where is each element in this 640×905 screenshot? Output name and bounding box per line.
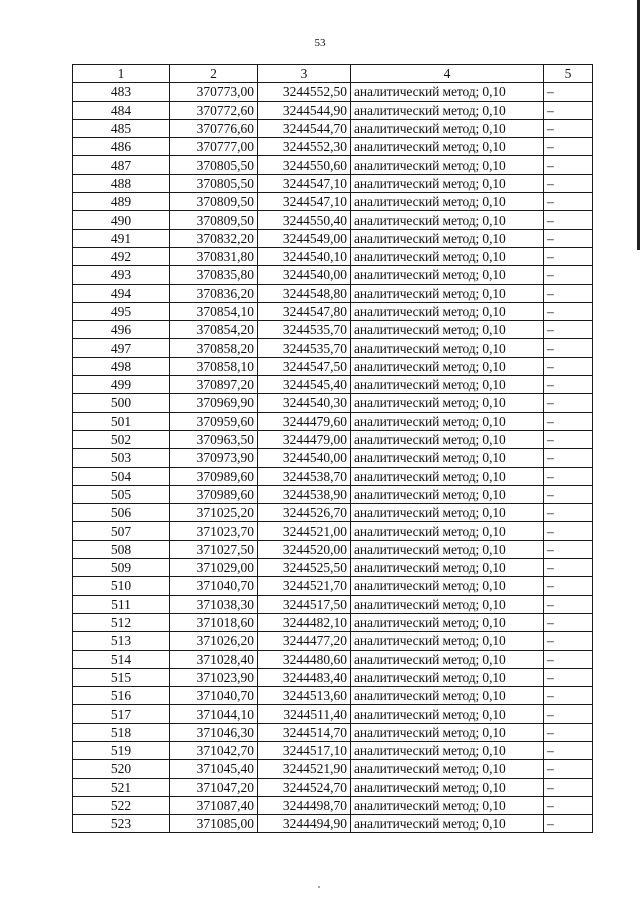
cell-note: – (544, 138, 593, 156)
table-body (73, 83, 593, 833)
cell-y-coordinate: 3244550,40 (258, 211, 351, 229)
cell-x-coordinate: 370973,90 (170, 449, 258, 467)
cell-method: аналитический метод; 0,10 (351, 632, 544, 650)
cell-point-number: 484 (73, 101, 170, 119)
cell-note: – (544, 394, 593, 412)
cell-point-number: 494 (73, 284, 170, 302)
cell-x-coordinate: 370777,00 (170, 138, 258, 156)
cell-point-number: 497 (73, 339, 170, 357)
cell-method: аналитический метод; 0,10 (351, 394, 544, 412)
table-row (73, 174, 593, 192)
cell-y-coordinate: 3244547,80 (258, 302, 351, 320)
cell-x-coordinate: 370809,50 (170, 193, 258, 211)
cell-x-coordinate: 370836,20 (170, 284, 258, 302)
cell-y-coordinate: 3244535,70 (258, 321, 351, 339)
table-row (73, 796, 593, 814)
table-row (73, 119, 593, 137)
cell-y-coordinate: 3244521,70 (258, 577, 351, 595)
cell-point-number: 485 (73, 119, 170, 137)
cell-note: – (544, 174, 593, 192)
table-row (73, 723, 593, 741)
cell-note: – (544, 796, 593, 814)
cell-y-coordinate: 3244540,00 (258, 449, 351, 467)
cell-point-number: 486 (73, 138, 170, 156)
cell-x-coordinate: 371047,20 (170, 778, 258, 796)
cell-method: аналитический метод; 0,10 (351, 430, 544, 448)
cell-point-number: 508 (73, 540, 170, 558)
table-row (73, 595, 593, 613)
cell-point-number: 520 (73, 760, 170, 778)
cell-note: – (544, 467, 593, 485)
table-row (73, 778, 593, 796)
cell-note: – (544, 339, 593, 357)
cell-point-number: 515 (73, 668, 170, 686)
cell-point-number: 490 (73, 211, 170, 229)
cell-y-coordinate: 3244521,00 (258, 522, 351, 540)
cell-method: аналитический метод; 0,10 (351, 321, 544, 339)
cell-x-coordinate: 371046,30 (170, 723, 258, 741)
cell-x-coordinate: 370831,80 (170, 247, 258, 265)
cell-point-number: 517 (73, 705, 170, 723)
cell-method: аналитический метод; 0,10 (351, 339, 544, 357)
cell-x-coordinate: 370969,90 (170, 394, 258, 412)
cell-y-coordinate: 3244547,10 (258, 174, 351, 192)
cell-y-coordinate: 3244513,60 (258, 687, 351, 705)
cell-x-coordinate: 370858,10 (170, 357, 258, 375)
cell-point-number: 496 (73, 321, 170, 339)
cell-y-coordinate: 3244540,10 (258, 247, 351, 265)
cell-x-coordinate: 370805,50 (170, 156, 258, 174)
cell-note: – (544, 156, 593, 174)
cell-method: аналитический метод; 0,10 (351, 668, 544, 686)
cell-point-number: 487 (73, 156, 170, 174)
cell-point-number: 483 (73, 83, 170, 101)
cell-point-number: 501 (73, 412, 170, 430)
cell-y-coordinate: 3244479,60 (258, 412, 351, 430)
cell-note: – (544, 559, 593, 577)
cell-point-number: 511 (73, 595, 170, 613)
cell-note: – (544, 632, 593, 650)
cell-y-coordinate: 3244479,00 (258, 430, 351, 448)
table-row (73, 394, 593, 412)
cell-x-coordinate: 370897,20 (170, 376, 258, 394)
cell-note: – (544, 485, 593, 503)
table-row (73, 138, 593, 156)
cell-note: – (544, 449, 593, 467)
cell-note: – (544, 247, 593, 265)
cell-note: – (544, 760, 593, 778)
cell-y-coordinate: 3244540,30 (258, 394, 351, 412)
cell-y-coordinate: 3244548,80 (258, 284, 351, 302)
cell-point-number: 512 (73, 613, 170, 631)
cell-note: – (544, 302, 593, 320)
cell-point-number: 503 (73, 449, 170, 467)
cell-method: аналитический метод; 0,10 (351, 119, 544, 137)
table-row (73, 504, 593, 522)
cell-method: аналитический метод; 0,10 (351, 302, 544, 320)
cell-x-coordinate: 371026,20 (170, 632, 258, 650)
cell-method: аналитический метод; 0,10 (351, 796, 544, 814)
table-row (73, 650, 593, 668)
table-row (73, 632, 593, 650)
cell-y-coordinate: 3244526,70 (258, 504, 351, 522)
cell-x-coordinate: 370959,60 (170, 412, 258, 430)
cell-point-number: 521 (73, 778, 170, 796)
page-number: 53 (314, 37, 326, 49)
cell-note: – (544, 778, 593, 796)
cell-note: – (544, 522, 593, 540)
table-row (73, 668, 593, 686)
cell-x-coordinate: 371085,00 (170, 815, 258, 833)
cell-method: аналитический метод; 0,10 (351, 741, 544, 759)
cell-method: аналитический метод; 0,10 (351, 540, 544, 558)
cell-point-number: 489 (73, 193, 170, 211)
cell-method: аналитический метод; 0,10 (351, 138, 544, 156)
cell-x-coordinate: 371023,70 (170, 522, 258, 540)
cell-y-coordinate: 3244520,00 (258, 540, 351, 558)
table-row (73, 247, 593, 265)
table-row (73, 321, 593, 339)
cell-method: аналитический метод; 0,10 (351, 705, 544, 723)
cell-point-number: 493 (73, 266, 170, 284)
cell-x-coordinate: 371042,70 (170, 741, 258, 759)
cell-note: – (544, 540, 593, 558)
table-row (73, 339, 593, 357)
cell-note: – (544, 193, 593, 211)
cell-method: аналитический метод; 0,10 (351, 467, 544, 485)
cell-method: аналитический метод; 0,10 (351, 357, 544, 375)
cell-method: аналитический метод; 0,10 (351, 174, 544, 192)
cell-method: аналитический метод; 0,10 (351, 266, 544, 284)
cell-x-coordinate: 370772,60 (170, 101, 258, 119)
cell-x-coordinate: 370773,00 (170, 83, 258, 101)
cell-method: аналитический метод; 0,10 (351, 284, 544, 302)
cell-y-coordinate: 3244517,10 (258, 741, 351, 759)
cell-note: – (544, 668, 593, 686)
cell-y-coordinate: 3244511,40 (258, 705, 351, 723)
table-row (73, 430, 593, 448)
cell-method: аналитический метод; 0,10 (351, 778, 544, 796)
table-header (73, 65, 593, 83)
cell-y-coordinate: 3244521,90 (258, 760, 351, 778)
cell-point-number: 519 (73, 741, 170, 759)
cell-y-coordinate: 3244544,90 (258, 101, 351, 119)
cell-y-coordinate: 3244524,70 (258, 778, 351, 796)
cell-note: – (544, 211, 593, 229)
table-row (73, 613, 593, 631)
table-row (73, 815, 593, 833)
cell-method: аналитический метод; 0,10 (351, 559, 544, 577)
cell-x-coordinate: 370989,60 (170, 485, 258, 503)
cell-method: аналитический метод; 0,10 (351, 650, 544, 668)
cell-method: аналитический метод; 0,10 (351, 229, 544, 247)
cell-note: – (544, 321, 593, 339)
cell-method: аналитический метод; 0,10 (351, 723, 544, 741)
cell-note: – (544, 357, 593, 375)
table-row (73, 577, 593, 595)
cell-x-coordinate: 371029,00 (170, 559, 258, 577)
cell-x-coordinate: 370963,50 (170, 430, 258, 448)
cell-method: аналитический метод; 0,10 (351, 687, 544, 705)
cell-y-coordinate: 3244514,70 (258, 723, 351, 741)
table-row (73, 302, 593, 320)
cell-x-coordinate: 371023,90 (170, 668, 258, 686)
cell-note: – (544, 229, 593, 247)
table-row (73, 357, 593, 375)
table-row (73, 83, 593, 101)
cell-y-coordinate: 3244552,30 (258, 138, 351, 156)
cell-point-number: 516 (73, 687, 170, 705)
cell-note: – (544, 83, 593, 101)
table-row (73, 485, 593, 503)
cell-y-coordinate: 3244480,60 (258, 650, 351, 668)
cell-point-number: 522 (73, 796, 170, 814)
cell-point-number: 492 (73, 247, 170, 265)
table-row (73, 101, 593, 119)
cell-point-number: 509 (73, 559, 170, 577)
table-header-row (73, 65, 593, 83)
cell-point-number: 491 (73, 229, 170, 247)
cell-y-coordinate: 3244483,40 (258, 668, 351, 686)
cell-y-coordinate: 3244535,70 (258, 339, 351, 357)
scan-dot (318, 886, 320, 888)
cell-method: аналитический метод; 0,10 (351, 211, 544, 229)
header-cell-point-number: 1 (73, 65, 170, 83)
table-row (73, 266, 593, 284)
table-row (73, 705, 593, 723)
table-row (73, 687, 593, 705)
cell-method: аналитический метод; 0,10 (351, 815, 544, 833)
cell-y-coordinate: 3244547,50 (258, 357, 351, 375)
table-row (73, 449, 593, 467)
cell-x-coordinate: 371025,20 (170, 504, 258, 522)
table-row (73, 760, 593, 778)
table-row (73, 540, 593, 558)
cell-point-number: 502 (73, 430, 170, 448)
cell-method: аналитический метод; 0,10 (351, 613, 544, 631)
table-row (73, 559, 593, 577)
cell-note: – (544, 650, 593, 668)
cell-y-coordinate: 3244550,60 (258, 156, 351, 174)
cell-x-coordinate: 371038,30 (170, 595, 258, 613)
cell-note: – (544, 687, 593, 705)
cell-note: – (544, 266, 593, 284)
table-row (73, 522, 593, 540)
cell-note: – (544, 815, 593, 833)
cell-y-coordinate: 3244545,40 (258, 376, 351, 394)
cell-point-number: 513 (73, 632, 170, 650)
header-cell-x: 2 (170, 65, 258, 83)
cell-y-coordinate: 3244482,10 (258, 613, 351, 631)
cell-x-coordinate: 370832,20 (170, 229, 258, 247)
cell-y-coordinate: 3244525,50 (258, 559, 351, 577)
cell-point-number: 504 (73, 467, 170, 485)
cell-note: – (544, 613, 593, 631)
cell-note: – (544, 284, 593, 302)
cell-y-coordinate: 3244552,50 (258, 83, 351, 101)
cell-note: – (544, 119, 593, 137)
cell-y-coordinate: 3244498,70 (258, 796, 351, 814)
cell-note: – (544, 430, 593, 448)
cell-method: аналитический метод; 0,10 (351, 376, 544, 394)
header-cell-note: 5 (544, 65, 593, 83)
cell-method: аналитический метод; 0,10 (351, 504, 544, 522)
cell-method: аналитический метод; 0,10 (351, 595, 544, 613)
table-row (73, 211, 593, 229)
table-row (73, 412, 593, 430)
cell-point-number: 523 (73, 815, 170, 833)
cell-x-coordinate: 371087,40 (170, 796, 258, 814)
cell-x-coordinate: 371027,50 (170, 540, 258, 558)
cell-note: – (544, 723, 593, 741)
coordinates-table (72, 64, 593, 833)
cell-point-number: 500 (73, 394, 170, 412)
cell-x-coordinate: 370854,20 (170, 321, 258, 339)
cell-method: аналитический метод; 0,10 (351, 412, 544, 430)
cell-x-coordinate: 371028,40 (170, 650, 258, 668)
cell-y-coordinate: 3244547,10 (258, 193, 351, 211)
cell-x-coordinate: 370854,10 (170, 302, 258, 320)
cell-x-coordinate: 370776,60 (170, 119, 258, 137)
cell-y-coordinate: 3244477,20 (258, 632, 351, 650)
cell-note: – (544, 577, 593, 595)
cell-x-coordinate: 371045,40 (170, 760, 258, 778)
cell-note: – (544, 595, 593, 613)
cell-point-number: 510 (73, 577, 170, 595)
cell-method: аналитический метод; 0,10 (351, 760, 544, 778)
cell-y-coordinate: 3244494,90 (258, 815, 351, 833)
table-row (73, 156, 593, 174)
table-row (73, 193, 593, 211)
table-row (73, 467, 593, 485)
cell-y-coordinate: 3244517,50 (258, 595, 351, 613)
cell-point-number: 495 (73, 302, 170, 320)
cell-note: – (544, 376, 593, 394)
cell-note: – (544, 101, 593, 119)
cell-point-number: 499 (73, 376, 170, 394)
cell-y-coordinate: 3244549,00 (258, 229, 351, 247)
cell-note: – (544, 412, 593, 430)
cell-x-coordinate: 370835,80 (170, 266, 258, 284)
cell-method: аналитический метод; 0,10 (351, 247, 544, 265)
cell-point-number: 498 (73, 357, 170, 375)
header-cell-method: 4 (351, 65, 544, 83)
cell-x-coordinate: 371040,70 (170, 687, 258, 705)
cell-method: аналитический метод; 0,10 (351, 83, 544, 101)
cell-note: – (544, 705, 593, 723)
cell-x-coordinate: 370805,50 (170, 174, 258, 192)
cell-point-number: 505 (73, 485, 170, 503)
cell-y-coordinate: 3244538,90 (258, 485, 351, 503)
cell-note: – (544, 741, 593, 759)
table-row (73, 284, 593, 302)
cell-point-number: 506 (73, 504, 170, 522)
cell-method: аналитический метод; 0,10 (351, 156, 544, 174)
cell-method: аналитический метод; 0,10 (351, 522, 544, 540)
cell-method: аналитический метод; 0,10 (351, 193, 544, 211)
cell-x-coordinate: 370809,50 (170, 211, 258, 229)
cell-method: аналитический метод; 0,10 (351, 101, 544, 119)
cell-note: – (544, 504, 593, 522)
cell-point-number: 507 (73, 522, 170, 540)
cell-x-coordinate: 370858,20 (170, 339, 258, 357)
cell-point-number: 518 (73, 723, 170, 741)
table-row (73, 376, 593, 394)
cell-method: аналитический метод; 0,10 (351, 449, 544, 467)
cell-y-coordinate: 3244544,70 (258, 119, 351, 137)
cell-x-coordinate: 371040,70 (170, 577, 258, 595)
cell-y-coordinate: 3244538,70 (258, 467, 351, 485)
table-row (73, 741, 593, 759)
cell-method: аналитический метод; 0,10 (351, 485, 544, 503)
cell-x-coordinate: 371044,10 (170, 705, 258, 723)
cell-point-number: 488 (73, 174, 170, 192)
cell-x-coordinate: 370989,60 (170, 467, 258, 485)
cell-method: аналитический метод; 0,10 (351, 577, 544, 595)
header-cell-y: 3 (258, 65, 351, 83)
cell-y-coordinate: 3244540,00 (258, 266, 351, 284)
cell-x-coordinate: 371018,60 (170, 613, 258, 631)
table-row (73, 229, 593, 247)
cell-point-number: 514 (73, 650, 170, 668)
